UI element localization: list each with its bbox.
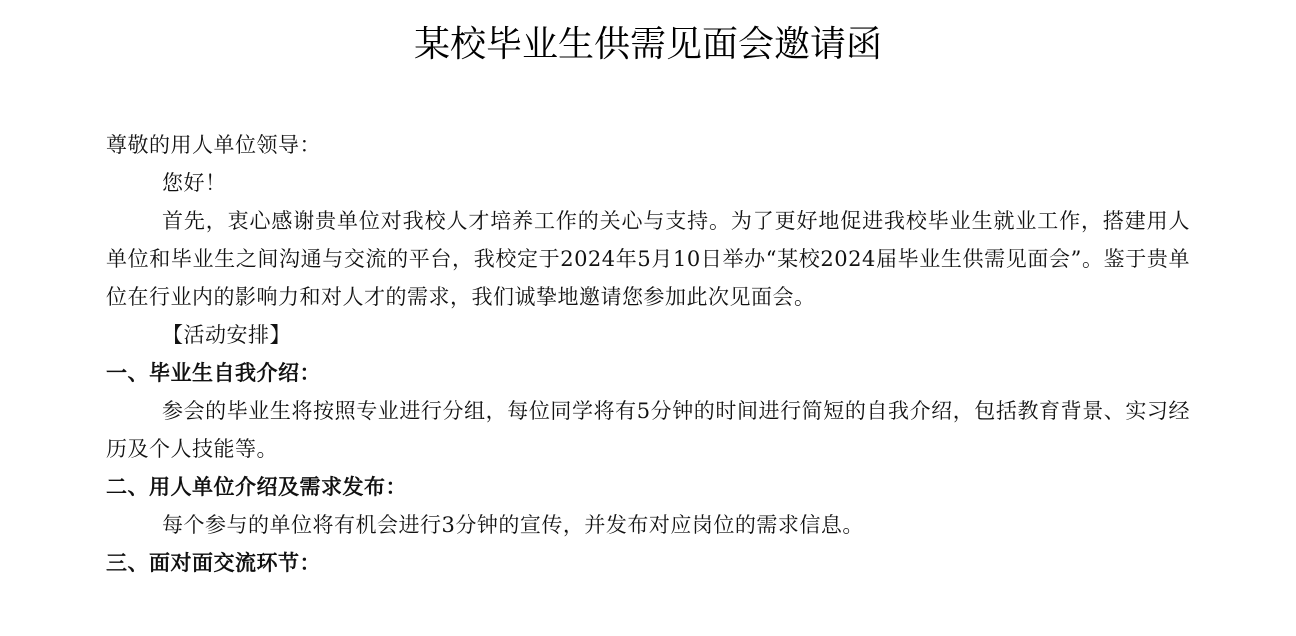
intro-paragraph: 首先，衷心感谢贵单位对我校人才培养工作的关心与支持。为了更好地促进我校毕业生就业工作，搭建用人单位和毕业生之间沟通与交流的平台，我校定于2024年5月10日举办“某校2024届毕业生供需见面会”。鉴于贵单位在行业内的影响力和对人才的需求，我们诚挚地邀请您参加此次见面会。 <box>106 209 1190 309</box>
section-heading-employer-introduction: 二、用人单位介绍及需求发布： <box>106 475 407 499</box>
greeting: 您好！ <box>162 171 227 195</box>
section-heading-self-introduction: 一、毕业生自我介绍： <box>106 361 321 385</box>
document-body <box>106 126 1190 582</box>
activity-section-label: 【活动安排】 <box>162 323 291 347</box>
section-text-self-introduction: 参会的毕业生将按照专业进行分组，每位同学将有5分钟的时间进行简短的自我介绍，包括教育背景、实习经历及个人技能等。 <box>106 399 1190 461</box>
document-title: 某校毕业生供需见面会邀请函 <box>413 24 882 65</box>
salutation: 尊敬的用人单位领导： <box>106 133 321 157</box>
section-text-employer-introduction: 每个参与的单位将有机会进行3分钟的宣传，并发布对应岗位的需求信息。 <box>162 513 864 537</box>
section-heading-face-to-face: 三、面对面交流环节： <box>106 551 321 575</box>
